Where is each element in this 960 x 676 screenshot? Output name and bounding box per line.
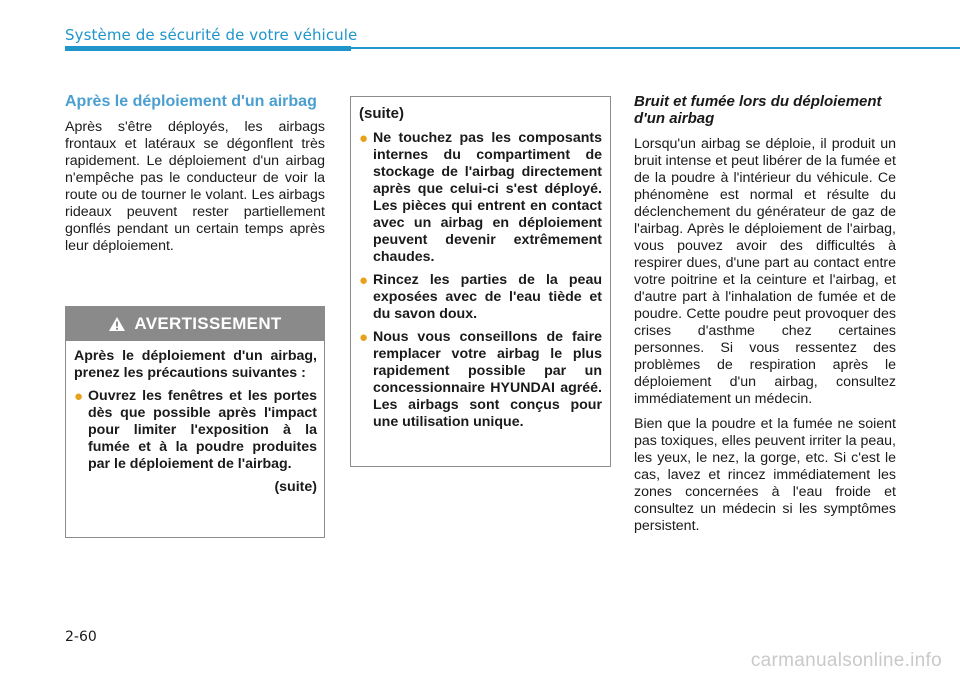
right-paragraph: Lorsqu'un airbag se déploie, il produit un bruit intense et peut libérer de la fumée et de la poudre à l'intérieur du véhicule. Ce phénomène est normal et résulte du déclenchement du générateur de gaz de l'airbag. Après le déploiement de l'airbag, vous pouvez avoir des difficultés à respirer dues, d'une part au contact entre votre poitrine et la ceinture et l'airbag, et d'autre part à l'inhalation de fumée et de poudre. Cette poudre peut provoquer des crises d'asthme chez certaines personnes. Si vous ressentez des problèmes de respiration après le déploiement d'un airbag, consultez immédiatement un médecin. bbox=[634, 136, 896, 407]
continuation-bullet-text: Rincez les parties de la peau exposées avec de l'eau tiède et du savon doux. bbox=[373, 272, 602, 322]
section-header-title: Système de sécurité de votre véhicule bbox=[65, 26, 358, 44]
bullet-dot-icon: ● bbox=[359, 130, 369, 147]
warning-body bbox=[74, 348, 317, 496]
bullet-dot-icon: ● bbox=[359, 272, 369, 289]
warning-bullet bbox=[74, 388, 317, 473]
continuation-bullet bbox=[359, 329, 602, 431]
continuation-bullet bbox=[359, 130, 602, 266]
continuation-body bbox=[359, 105, 602, 437]
warning-box bbox=[65, 306, 325, 538]
warning-title: AVERTISSEMENT bbox=[134, 314, 282, 333]
page-number: 2-60 bbox=[65, 629, 97, 645]
continued-label: (suite) bbox=[274, 479, 317, 495]
warning-header bbox=[66, 307, 324, 341]
warning-intro: Après le déploiement d'un airbag, prenez les précautions suivantes : bbox=[74, 348, 317, 381]
warning-triangle-icon bbox=[108, 316, 126, 332]
continuation-bullet-list bbox=[359, 130, 602, 431]
right-paragraph: Bien que la poudre et la fumée ne soient pas toxiques, elles peuvent irriter la peau, les yeux, le nez, la gorge, etc. Si c'est le cas, lavez et rincez immédiatement les zones concernées à l'eau froide et consultez un médecin si les symptômes persistent. bbox=[634, 416, 896, 534]
warning-bullet-list bbox=[74, 388, 317, 473]
continuation-title: (suite) bbox=[359, 105, 404, 122]
section-heading: Après le déploiement d'un airbag bbox=[65, 93, 317, 110]
right-column bbox=[634, 93, 896, 543]
left-column bbox=[65, 93, 325, 263]
site-watermark: carmanualsonline.info bbox=[750, 650, 942, 671]
header-accent-bar bbox=[65, 46, 351, 51]
bullet-dot-icon: ● bbox=[359, 329, 369, 346]
continuation-bullet bbox=[359, 272, 602, 323]
continuation-bullet-text: Ne touchez pas les composants internes du compartiment de stockage de l'airbag directement après que celui-ci s'est déployé. Les pièces qui entrent en contact avec un airbag en déploiement peuvent devenir extrêmement chaudes. bbox=[373, 130, 602, 265]
bullet-dot-icon: ● bbox=[74, 388, 84, 405]
sub-heading: Bruit et fumée lors du déploiement d'un airbag bbox=[634, 93, 882, 127]
left-paragraph: Après s'être déployés, les airbags frontaux et latéraux se dégonflent très rapidement. Le déploiement d'un airbag n'empêche pas le conducteur de voir la route ou de tourner le volant. Les airbags rideaux peuvent rester partiellement gonflés pendant un certain temps après leur déploiement. bbox=[65, 119, 325, 254]
continuation-bullet-text: Nous vous conseillons de faire remplacer votre airbag le plus rapidement possible par un concessionnaire HYUNDAI agréé. Les airbags sont conçus pour une utilisation unique. bbox=[373, 329, 602, 430]
header-rule bbox=[351, 47, 960, 49]
warning-continuation-box bbox=[350, 96, 611, 467]
warning-bullet-text: Ouvrez les fenêtres et les portes dès que possible après l'impact pour limiter l'exposition à la fumée et à la poudre produites par le déploiement de l'airbag. bbox=[88, 388, 317, 472]
